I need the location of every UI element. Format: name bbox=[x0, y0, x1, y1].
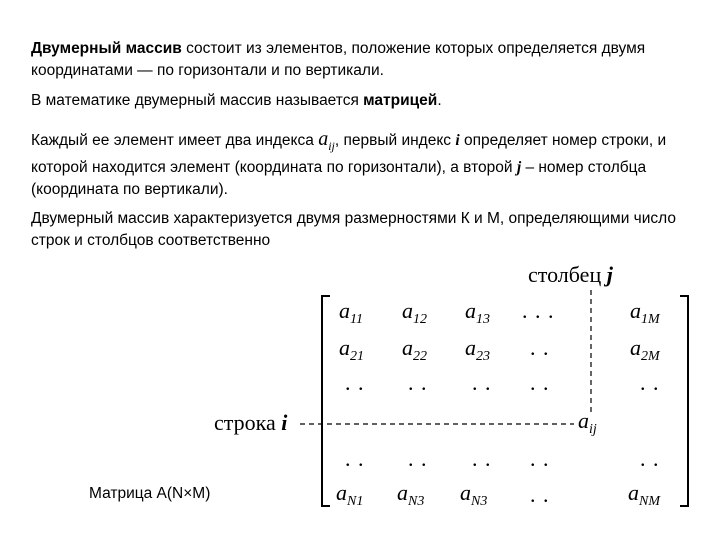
row4-dots-3: . . bbox=[472, 446, 492, 471]
cell-a1m: $a_{1M}$ bbox=[630, 298, 660, 327]
term-matrix: матрицей bbox=[363, 92, 438, 109]
row3-dots-4: . . bbox=[530, 370, 550, 395]
cell-a21: $a_{21}$ bbox=[339, 335, 364, 364]
indices-text-4: – номер столбца (координата по вертикали). bbox=[31, 159, 647, 198]
column-var: j bbox=[606, 262, 613, 287]
column-label-text: столбец bbox=[528, 262, 602, 287]
aij-sub: ij bbox=[328, 139, 335, 153]
cell-an3-b: $a_{N3}$ bbox=[460, 480, 488, 509]
aij-base: a bbox=[318, 128, 329, 150]
index-j: j bbox=[516, 159, 522, 176]
row5-dots: . . bbox=[530, 482, 550, 507]
right-bracket bbox=[680, 296, 688, 506]
dimensions-text: Двумерный массив характеризуется двумя размерностями К и М, определяющими число строк и столбцов соответственно bbox=[31, 210, 676, 249]
row2-dots: . . bbox=[530, 335, 550, 360]
index-i: i bbox=[455, 132, 460, 149]
column-label bbox=[528, 262, 613, 288]
row-label bbox=[214, 410, 287, 436]
matrix-text: В математике двумерный массив называется bbox=[31, 92, 364, 109]
row1-dots: . . . bbox=[522, 298, 555, 323]
cell-anm: $a_{NM}$ bbox=[628, 480, 660, 509]
cell-a11: $a_{11}$ bbox=[339, 298, 363, 327]
indices-text-2: , первый индекс bbox=[334, 132, 456, 149]
row-var: i bbox=[281, 410, 288, 435]
cell-a13: $a_{13}$ bbox=[465, 298, 490, 327]
row4-dots-4: . . bbox=[530, 446, 550, 471]
row3-dots-3: . . bbox=[472, 370, 492, 395]
indices-text-1: Каждый ее элемент имеет два индекса bbox=[31, 132, 319, 149]
row3-dots-1: . . bbox=[345, 370, 365, 395]
cell-an1: $a_{N1}$ bbox=[336, 480, 364, 509]
cell-a12: $a_{12}$ bbox=[402, 298, 427, 327]
indices-text-3: определяет номер строки, и которой находится элемент (координата по горизонтали), а второй bbox=[31, 132, 667, 176]
row3-dots-5: . . bbox=[640, 370, 660, 395]
row4-dots-2: . . bbox=[408, 446, 428, 471]
term-2d-array: Двумерный массив bbox=[31, 40, 182, 57]
row4-dots-5: . . bbox=[640, 446, 660, 471]
matrix-caption: Матрица A(N×M) bbox=[89, 485, 211, 502]
left-bracket bbox=[322, 296, 330, 506]
row-label-text: строка bbox=[214, 410, 276, 435]
period: . bbox=[437, 92, 442, 109]
cell-a2m: $a_{2M}$ bbox=[630, 335, 660, 364]
row4-dots-1: . . bbox=[345, 446, 365, 471]
cell-a23: $a_{23}$ bbox=[465, 335, 490, 364]
row3-dots-2: . . bbox=[408, 370, 428, 395]
cell-a22: $a_{22}$ bbox=[402, 335, 427, 364]
definition-text: состоит из элементов, положение которых определяется двумя координатами — по горизонтали и по вертикали. bbox=[31, 40, 646, 79]
cell-an3-a: $a_{N3}$ bbox=[397, 480, 425, 509]
cell-aij: $a_{ij}$ bbox=[578, 408, 597, 437]
